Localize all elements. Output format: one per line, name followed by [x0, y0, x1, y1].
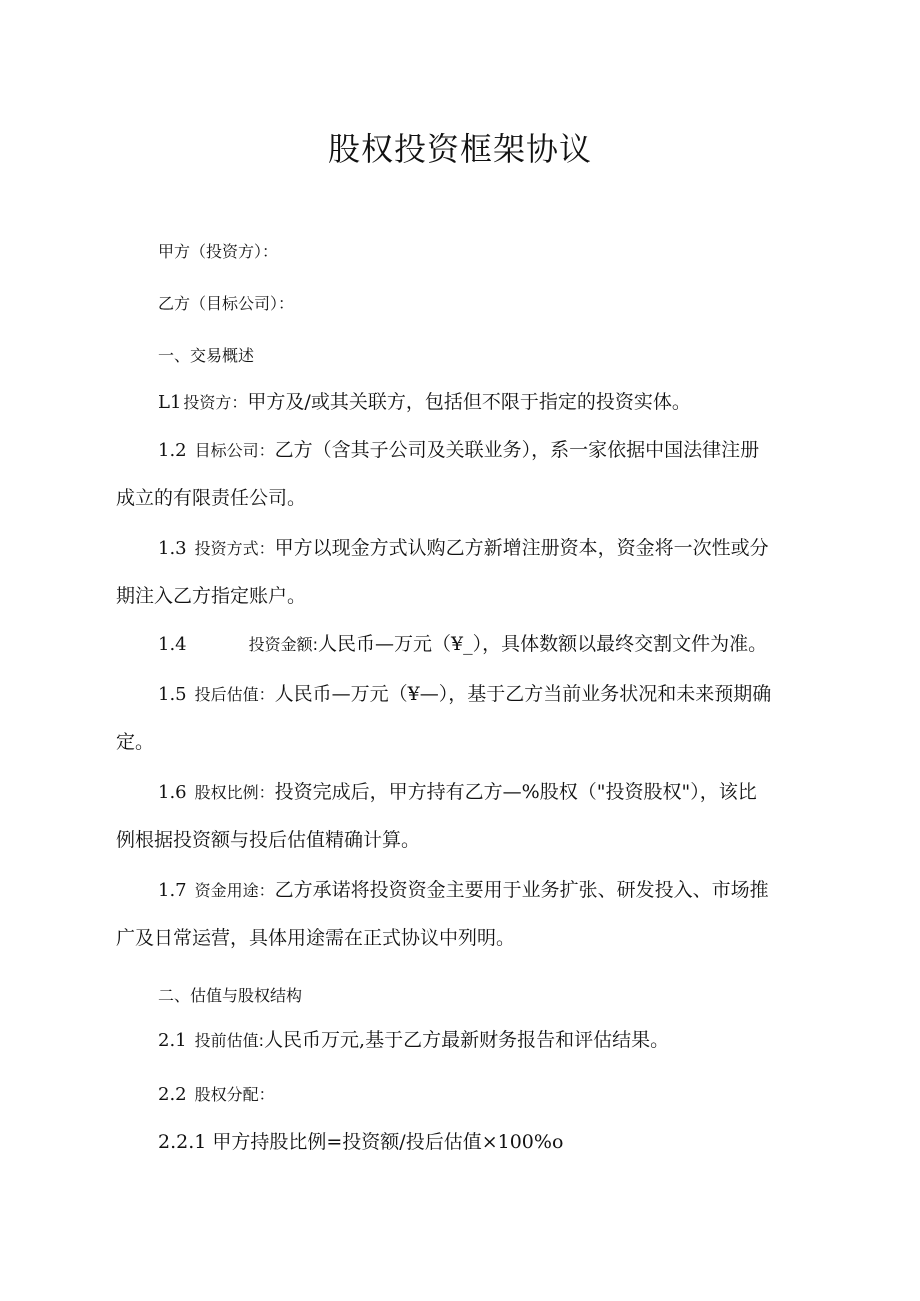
clause-1-6	[158, 778, 858, 807]
clause-number: 1.7	[158, 880, 187, 901]
clause-1-2-continuation: 成立的有限责任公司。	[116, 487, 307, 509]
clause-number: 2.1	[158, 1030, 187, 1051]
clause-1-7-continuation: 广及日常运营，具体用途需在正式协议中列明。	[116, 927, 516, 949]
clause-key: 投后估值：	[194, 685, 275, 704]
clause-key: 投资方式：	[194, 539, 275, 558]
clause-1-6-continuation: 例根据投资额与投后估值精确计算。	[116, 829, 421, 851]
clause-1-7	[158, 876, 858, 905]
party-a-line: 甲方（投资方）：	[158, 242, 279, 261]
clause-number: 1.4	[158, 634, 187, 655]
clause-1-5	[158, 680, 858, 709]
clause-1-5-continuation: 定。	[116, 731, 155, 753]
clause-1-4	[158, 630, 858, 659]
clause-1-1	[158, 388, 858, 417]
clause-key: 投资方：	[183, 393, 248, 412]
clause-text: 乙方承诺将投资资金主要用于业务扩张、研发投入、市场推	[274, 879, 769, 901]
section1-heading: 一、交易概述	[158, 346, 255, 365]
party-b-line: 乙方（目标公司）：	[158, 294, 295, 313]
clause-1-3	[158, 534, 858, 563]
clause-text: 人民币—万元（¥_），具体数额以最终交割文件为准。	[318, 633, 768, 655]
clause-1-2	[158, 436, 858, 465]
clause-key: 股权分配：	[194, 1085, 275, 1104]
clause-2-1	[158, 1026, 858, 1055]
clause-text: 人民币—万元（¥—），基于乙方当前业务状况和未来预期确	[274, 683, 772, 705]
clause-1-3-continuation: 期注入乙方指定账户。	[116, 585, 307, 607]
clause-number: L1	[158, 392, 182, 413]
clause-2-2-1: 2.2.1 甲方持股比例=投资额/投后估值×100%o	[158, 1131, 564, 1153]
clause-number: 1.2	[158, 440, 187, 461]
clause-2-2	[158, 1080, 858, 1109]
clause-text: 人民币万元,基于乙方最新财务报告和评估结果。	[264, 1029, 670, 1051]
clause-number: 1.5	[158, 684, 187, 705]
clause-number: 1.3	[158, 538, 187, 559]
clause-text: 投资完成后，甲方持有乙方—%股权（"投资股权"），该比	[274, 781, 757, 803]
clause-key: 投资金额:	[248, 635, 319, 654]
clause-text: 甲方及/或其关联方，包括但不限于指定的投资实体。	[247, 391, 691, 413]
clause-text: 甲方以现金方式认购乙方新增注册资本，资金将一次性或分	[274, 537, 769, 559]
clause-key: 投前估值:	[194, 1031, 265, 1050]
document-title: 股权投资框架协议	[327, 130, 592, 168]
clause-key: 目标公司：	[194, 441, 275, 460]
clause-number: 2.2	[158, 1084, 187, 1105]
clause-key: 资金用途：	[194, 881, 275, 900]
clause-key: 股权比例：	[194, 783, 275, 802]
clause-text: 乙方（含其子公司及关联业务），系一家依据中国法律注册	[274, 439, 760, 461]
section2-heading: 二、估值与股权结构	[158, 986, 303, 1005]
clause-number: 1.6	[158, 782, 187, 803]
